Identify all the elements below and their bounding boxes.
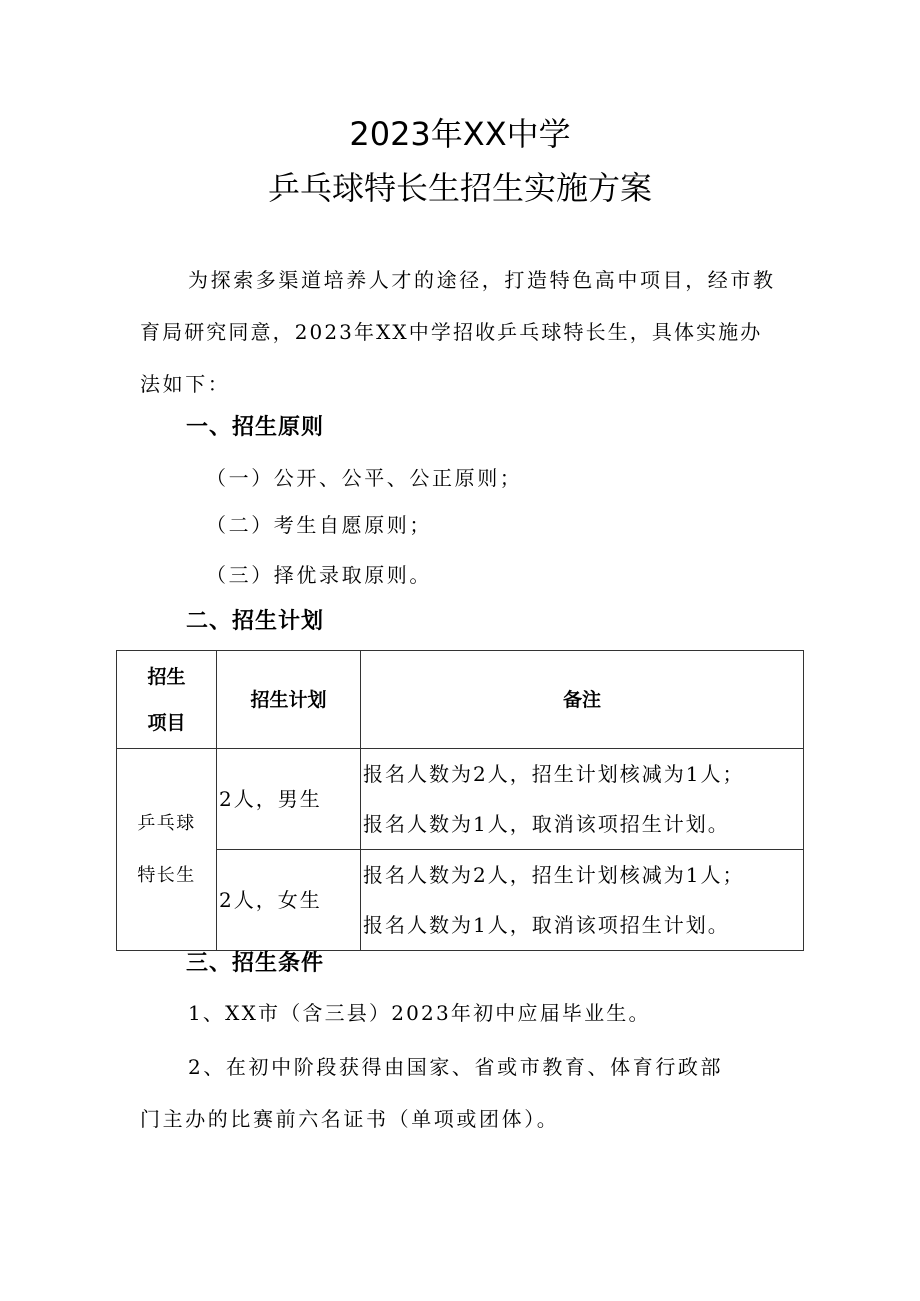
header-cell-project [117,651,217,749]
project-line1: 乒乓球 [137,812,196,834]
intro-paragraph-line2: 育局研究同意，2023年XX中学招收乒乓球特长生，具体实施办 [140,320,763,344]
document-title-line1: 2023年XX中学 [349,115,571,153]
note-line: 报名人数为1人，取消该项招生计划。 [363,913,730,937]
section-heading-principles: 一、招生原则 [186,415,325,440]
table-row [117,749,804,850]
intro-paragraph-line1: 为探索多渠道培养人才的途径，打造特色高中项目，经市教 [188,268,776,292]
note-cell [361,749,804,850]
project-cell [117,749,217,951]
principle-item: （一）公开、公平、公正原则； [206,466,523,490]
table-row [117,850,804,951]
section-heading-plan: 二、招生计划 [186,609,325,634]
header-project-line1: 招生 [147,665,186,688]
header-cell-note: 备注 [361,651,804,749]
note-line: 报名人数为1人，取消该项招生计划。 [363,812,730,836]
project-line2: 特长生 [137,864,196,886]
plan-cell: 2人，男生 [217,749,361,850]
plan-cell: 2人，女生 [217,850,361,951]
principle-item: （二）考生自愿原则； [206,513,432,537]
condition-item-continued: 门主办的比赛前六名证书（单项或团体）。 [140,1107,560,1131]
note-line: 报名人数为2人，招生计划核减为1人； [363,863,745,887]
principle-item: （三）择优录取原则。 [206,563,432,587]
enrollment-plan-table [116,650,804,951]
intro-paragraph-line3: 法如下： [140,372,231,396]
section-heading-conditions: 三、招生条件 [186,951,325,976]
condition-item: 2、在初中阶段获得由国家、省或市教育、体育行政部 [188,1055,724,1079]
table-header-row [117,651,804,749]
document-title-line2: 乒乓球特长生招生实施方案 [267,169,652,207]
header-cell-plan: 招生计划 [217,651,361,749]
header-project-line2: 项目 [147,711,186,734]
note-line: 报名人数为2人，招生计划核减为1人； [363,762,745,786]
condition-item: 1、XX市（含三县）2023年初中应届毕业生。 [188,1001,651,1025]
note-cell [361,850,804,951]
